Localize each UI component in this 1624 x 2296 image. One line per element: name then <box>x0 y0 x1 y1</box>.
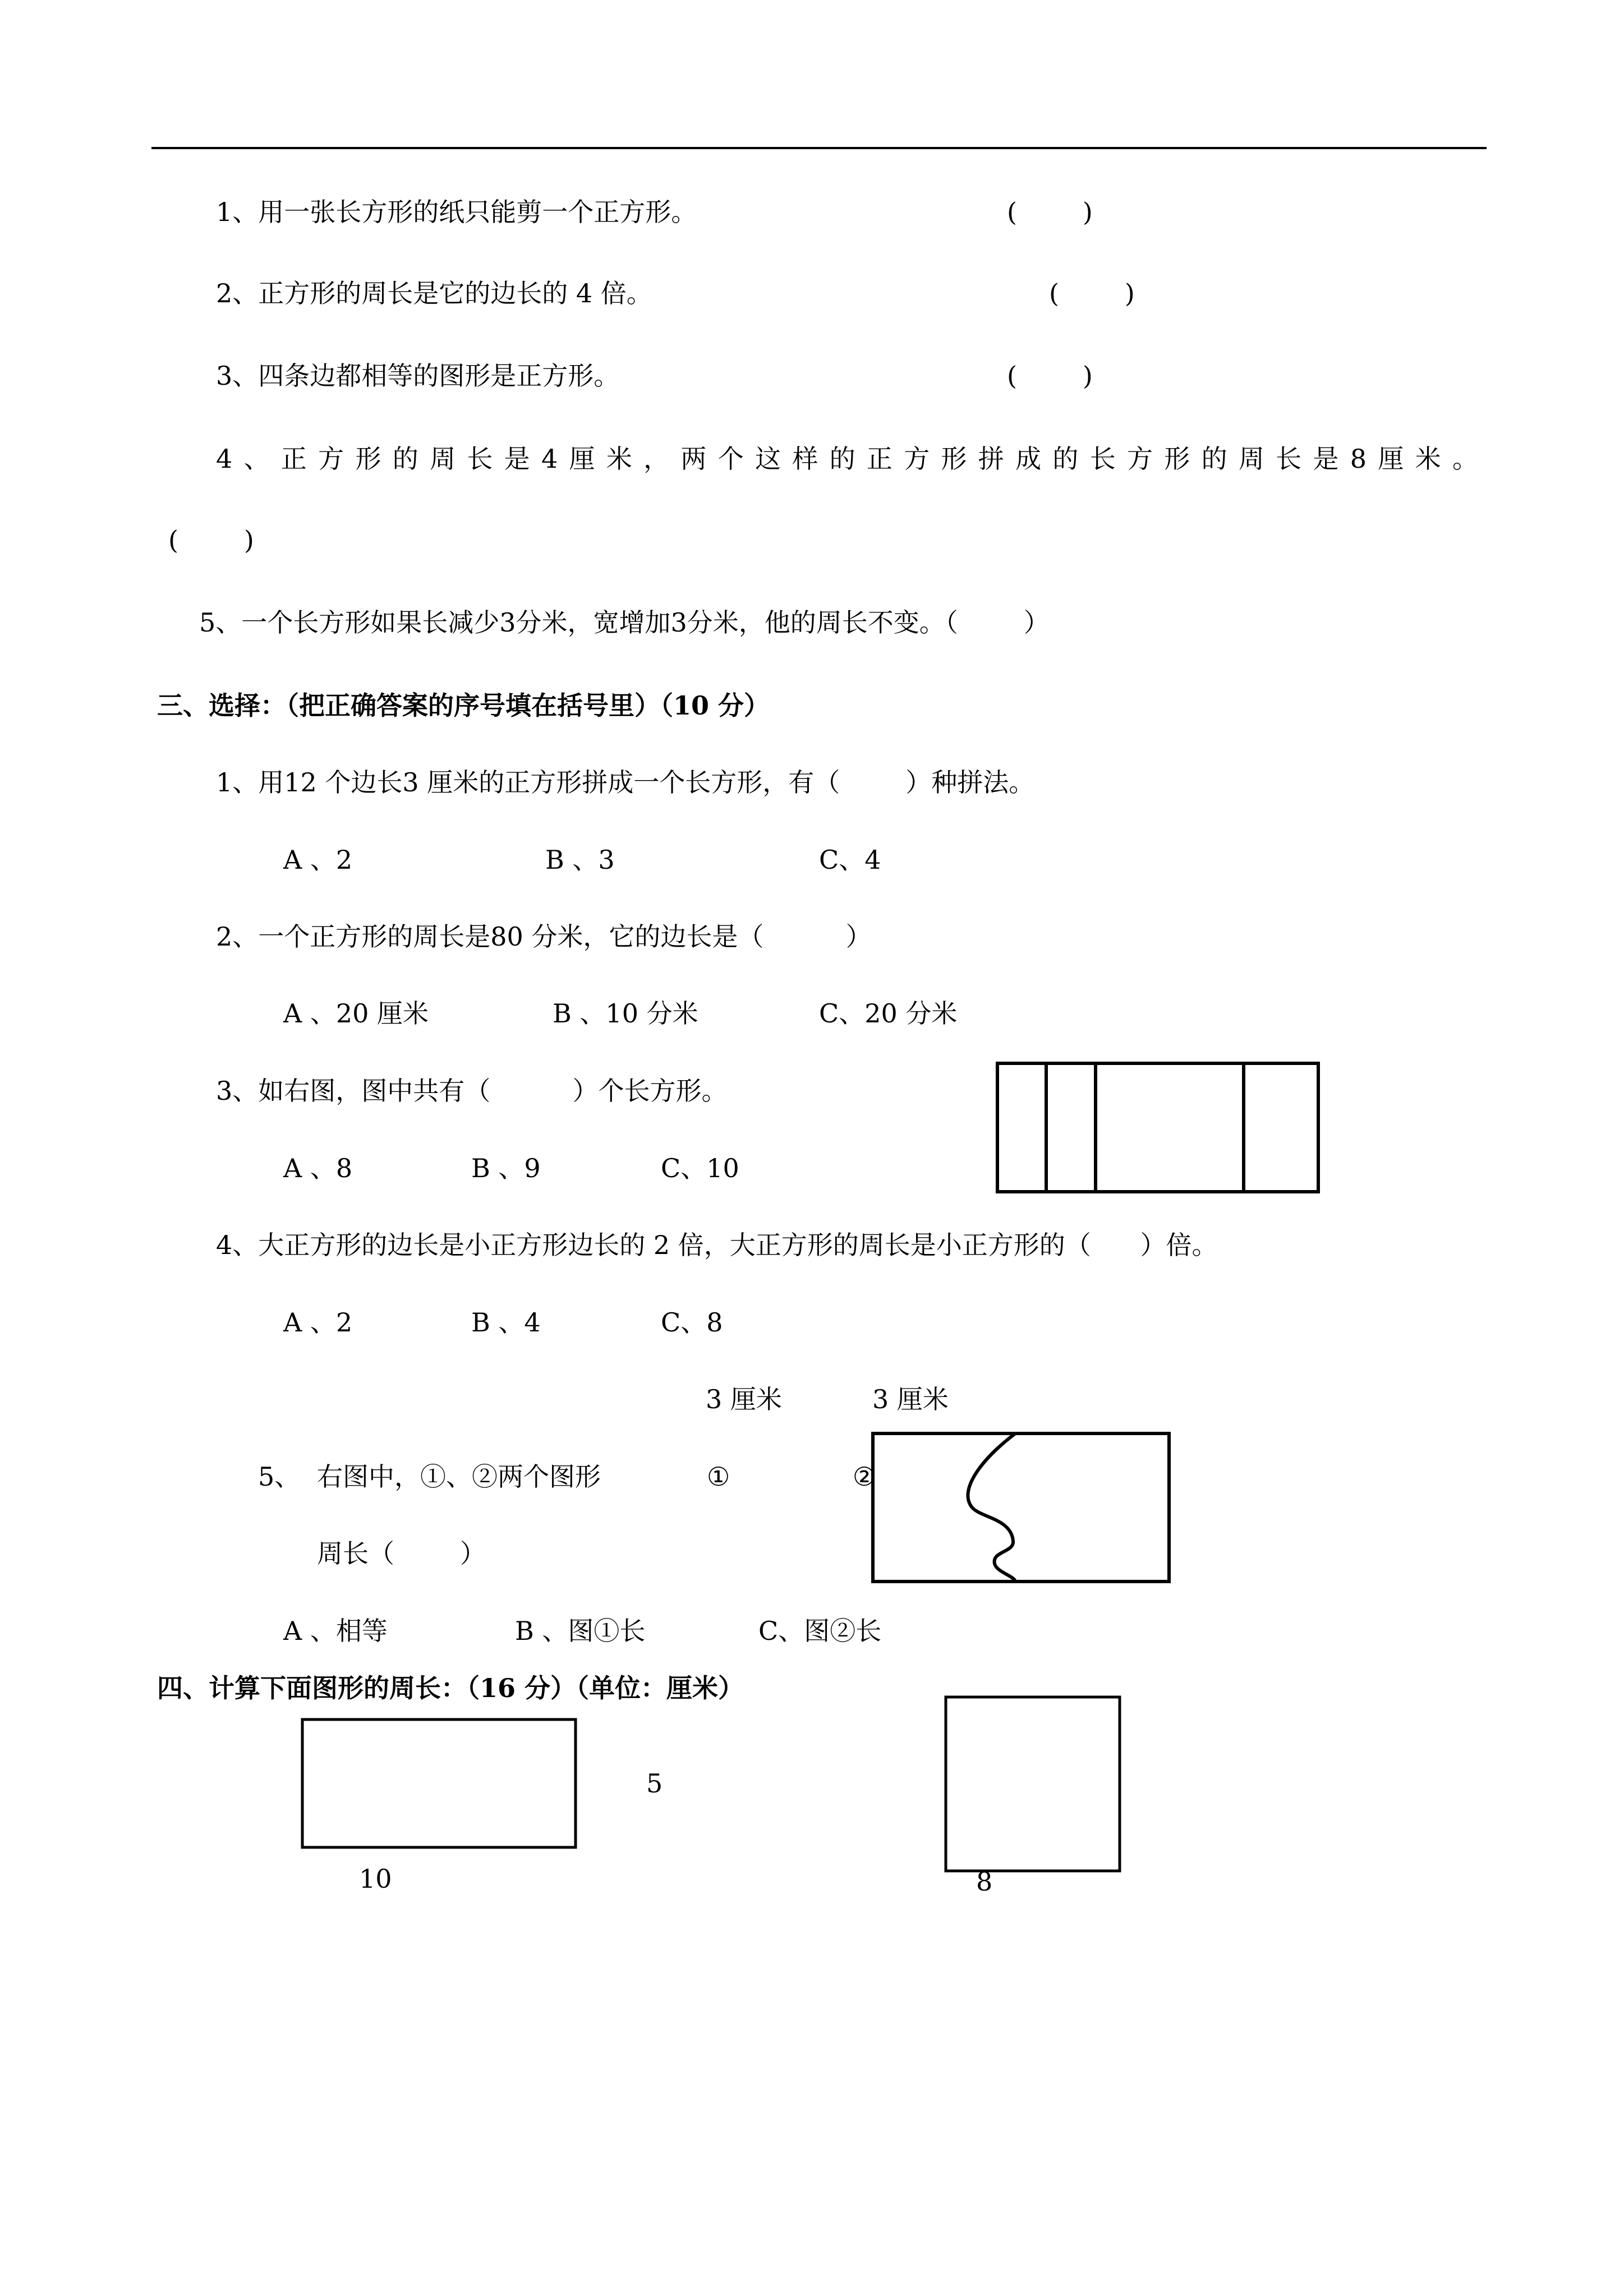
rectangle-height-label: 5 <box>646 1768 663 1799</box>
mc-question-5-text-2: 周长（ ） <box>317 1538 486 1569</box>
q5-outer-rectangle <box>873 1433 1169 1582</box>
square-side-label: 8 <box>976 1866 993 1897</box>
mc-q4-option-a: A 、2 <box>283 1307 353 1338</box>
mc-question-5-text: 右图中，①、②两个图形 <box>317 1461 601 1492</box>
tf-question-4-text: 4 、 正 方 形 的 周 长 是 4 厘 米 ， 两 个 这 样 的 正 方 形 拼 成 的 长 方 形 的 周 长 是 8 厘 米 。 <box>216 444 1478 474</box>
header-rule <box>151 147 1487 149</box>
perimeter-rectangle-figure <box>300 1717 578 1850</box>
mc-q5-option-b: B 、图①长 <box>515 1616 646 1646</box>
tf-answer-paren-3: ( ) <box>1007 361 1093 391</box>
q5-split-rectangle-figure <box>868 1429 1174 1586</box>
mc-q1-option-c: C、4 <box>819 845 881 875</box>
tf-answer-paren-4: ( ) <box>168 525 254 555</box>
mc-q2-option-a: A 、20 厘米 <box>283 998 429 1029</box>
q5-shape-label-2: ② <box>853 1461 876 1492</box>
q5-dimension-label-2: 3 厘米 <box>872 1384 949 1414</box>
mc-q4-option-c: C、8 <box>661 1307 723 1338</box>
mc-question-3: 3、如右图，图中共有（ ）个长方形。 <box>216 1076 728 1106</box>
mc-q1-option-b: B 、3 <box>545 845 615 875</box>
q5-curved-divider <box>968 1433 1015 1582</box>
tf-question-1: 1、用一张长方形的纸只能剪一个正方形。 <box>216 197 697 227</box>
tf-question-4 <box>216 442 1478 476</box>
tf-question-5: 5、一个长方形如果长减少3分米，宽增加3分米，他的周长不变。（ ） <box>199 607 1050 638</box>
q5-shape-label-1: ① <box>707 1461 730 1492</box>
mc-q2-option-b: B 、10 分米 <box>553 998 698 1029</box>
mc-question-5-number: 5、 <box>258 1461 301 1492</box>
perimeter-square-figure <box>944 1695 1122 1873</box>
mc-q3-option-b: B 、9 <box>471 1153 541 1183</box>
mc-q5-option-c: C、图②长 <box>758 1616 882 1646</box>
mc-q2-option-c: C、20 分米 <box>819 998 958 1029</box>
perimeter-square <box>946 1697 1120 1871</box>
tf-answer-paren-2: ( ) <box>1049 278 1135 308</box>
perimeter-rectangle <box>302 1719 576 1847</box>
mc-q5-option-a: A 、相等 <box>283 1616 388 1646</box>
rectangle-count-figure <box>993 1059 1324 1196</box>
tf-question-2: 2、正方形的周长是它的边长的 4 倍。 <box>216 278 652 308</box>
tf-question-3: 3、四条边都相等的图形是正方形。 <box>216 361 620 391</box>
mc-q1-option-a: A 、2 <box>283 845 353 875</box>
mc-question-2: 2、一个正方形的周长是80 分米，它的边长是（ ） <box>216 921 872 952</box>
section-3-title: 三、选择：（把正确答案的序号填在括号里）（10 分） <box>157 690 770 721</box>
mc-q4-option-b: B 、4 <box>471 1307 541 1338</box>
rectangle-width-label: 10 <box>359 1864 392 1894</box>
section-4-title: 四、计算下面图形的周长：（16 分）（单位：厘米） <box>157 1673 744 1703</box>
mc-question-4: 4、大正方形的边长是小正方形边长的 2 倍，大正方形的周长是小正方形的（ ）倍。 <box>216 1230 1218 1260</box>
mc-q3-option-a: A 、8 <box>283 1153 353 1183</box>
q5-dimension-label-1: 3 厘米 <box>706 1384 782 1414</box>
tf-answer-paren-1: ( ) <box>1007 197 1093 227</box>
mc-q3-option-c: C、10 <box>661 1153 739 1183</box>
mc-question-1: 1、用12 个边长3 厘米的正方形拼成一个长方形，有（ ）种拼法。 <box>216 767 1035 797</box>
